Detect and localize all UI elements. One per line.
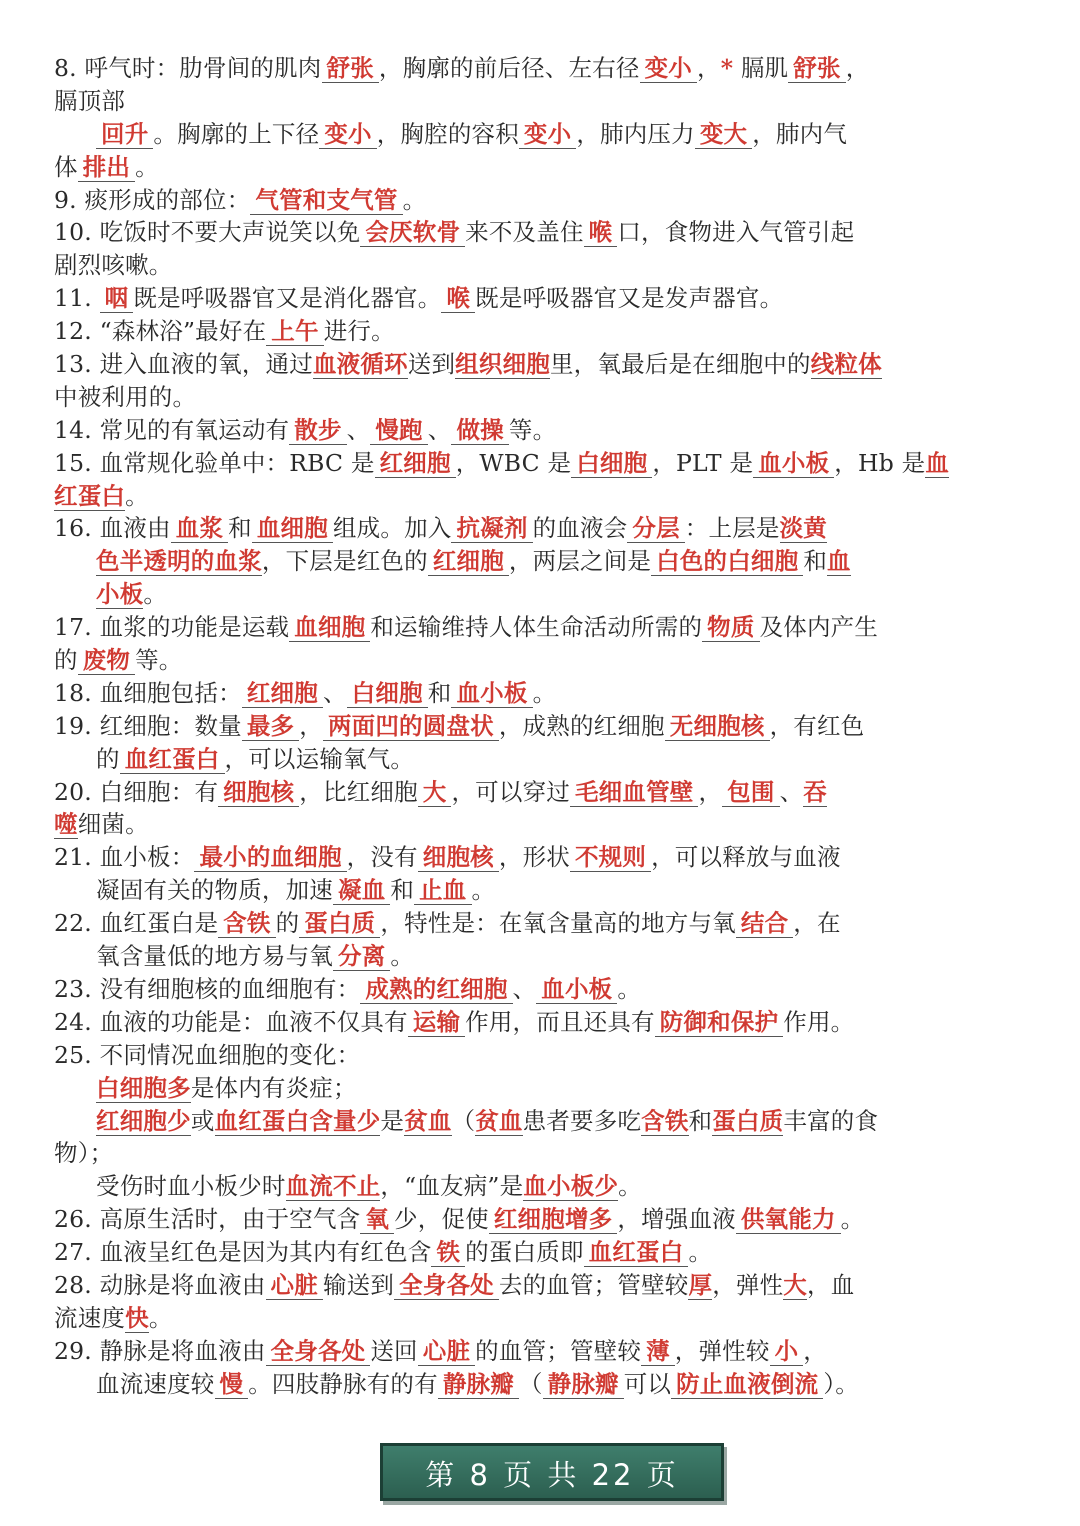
answer-blank: 喉 (584, 218, 618, 247)
answer-blank: 薄 (641, 1337, 675, 1366)
line-text: 的 (96, 744, 120, 773)
line-text: ，特性是：在氧含量高的地方与氧 (380, 909, 736, 938)
line-text: 作用，而且还具有 (465, 1007, 655, 1036)
line-text: 。 (471, 876, 496, 905)
answer-blank: 氧 (360, 1205, 394, 1234)
line-text: 12. “森林浴”最好在 (54, 317, 267, 346)
line-text: 11. (54, 284, 100, 313)
line-text: 是 (380, 1106, 405, 1135)
underlined-answer: 厚 (688, 1270, 713, 1299)
line-text: 22. 血红蛋白是 (54, 909, 219, 938)
answer-blank: 白色的白细胞 (651, 547, 803, 576)
line-text: 膈肌 (733, 54, 789, 82)
answer-blank: 止血 (414, 876, 471, 905)
answer-blank: 变小 (519, 120, 576, 149)
line-text: 。 (840, 1205, 865, 1234)
line-text: 里，氧最后是在细胞中的 (549, 350, 811, 379)
underlined-answer: 吞 (803, 777, 827, 806)
worksheet-line (54, 216, 1026, 249)
worksheet-line (54, 874, 1026, 907)
line-text: 的 (275, 909, 300, 938)
answer-blank: 无细胞核 (665, 712, 770, 741)
line-text: ， (803, 1336, 827, 1365)
line-text: 中被利用的。 (54, 382, 197, 411)
line-text: 。 (143, 580, 168, 609)
worksheet-line (54, 578, 1026, 611)
worksheet-line (54, 447, 1026, 480)
line-text: 和 (688, 1106, 713, 1135)
answer-blank: 废物 (78, 646, 135, 675)
line-text: 患者要多吃 (522, 1106, 642, 1135)
line-text: 。 (618, 1172, 642, 1201)
line-text: ，可以运输氧气。 (224, 744, 415, 773)
worksheet-line (54, 1368, 1026, 1401)
line-text: ，PLT 是 (652, 448, 754, 477)
line-text: ，在 (793, 909, 841, 938)
line-text: 。 (688, 1238, 713, 1267)
worksheet-line (54, 315, 1026, 348)
line-text: ， (698, 777, 723, 806)
line-text: 体 (54, 152, 78, 181)
answer-blank: 气管和支气管 (250, 186, 402, 215)
line-text: 的血液会 (532, 514, 628, 543)
line-text: 。 (532, 678, 557, 707)
worksheet-line (54, 151, 1026, 184)
worksheet-line (54, 52, 1026, 85)
line-text: 25. 不同情况血细胞的变化： (54, 1040, 361, 1069)
line-text: 和 (803, 547, 828, 576)
answer-blank: 分离 (333, 942, 390, 971)
answer-blank: 全身各处 (266, 1337, 371, 1366)
line-text: 的 (54, 646, 78, 675)
line-text: （ (451, 1106, 476, 1135)
line-text: 14. 常见的有氧运动有 (54, 415, 290, 444)
underlined-answer: 噬 (54, 810, 78, 839)
line-text: 23. 没有细胞核的血细胞有： (54, 974, 361, 1003)
worksheet-line (54, 611, 1026, 644)
worksheet-line (54, 1203, 1026, 1236)
answer-blank: 回升 (96, 120, 153, 149)
line-text: 来不及盖住 (465, 218, 584, 247)
line-text: 、 (346, 415, 371, 444)
answer-blank: 变小 (640, 54, 697, 83)
underlined-answer: 含铁 (641, 1106, 689, 1135)
line-text: 等。 (508, 415, 557, 444)
worksheet-line (54, 282, 1026, 315)
worksheet-line (54, 1335, 1026, 1368)
answer-blank: 血小板 (753, 449, 834, 478)
underlined-answer: 红细胞少 (96, 1106, 191, 1135)
line-text: 和运输维持人体生命活动所需的 (370, 613, 703, 642)
worksheet-line (54, 1170, 1026, 1203)
line-text: （ (518, 1369, 543, 1398)
answer-blank: 最多 (242, 712, 299, 741)
line-text: 。 (148, 1303, 173, 1332)
answer-blank: 慢 (215, 1370, 249, 1399)
answer-blank: 毛细血管壁 (570, 778, 699, 807)
underlined-answer: 色半透明的血浆 (96, 547, 262, 576)
answer-blank: 血细胞 (289, 613, 370, 642)
line-text: 28. 动脉是将血液由 (54, 1270, 266, 1299)
answer-blank: 全身各处 (394, 1271, 499, 1300)
answer-blank: 小 (770, 1337, 804, 1366)
line-text: 。四肢静脉有的有 (248, 1369, 438, 1398)
underlined-answer: 血小板少 (523, 1172, 619, 1201)
line-text: 口，食物进入气管引起 (617, 218, 855, 247)
line-text: ，肺内气 (752, 119, 848, 148)
answer-blank: 包围 (722, 778, 779, 807)
line-text: 13. 进入血液的氧，通过 (54, 350, 313, 379)
worksheet-line (54, 414, 1026, 447)
answer-blank: 两面凹的圆盘状 (323, 712, 499, 741)
line-text: ，成熟的红细胞 (498, 711, 665, 740)
answer-blank: 散步 (289, 416, 346, 445)
answer-blank: 铁 (431, 1238, 465, 1267)
line-text: 、 (322, 678, 347, 707)
line-text: 受伤时血小板少时 (96, 1172, 286, 1201)
answer-blank: 做操 (451, 416, 508, 445)
line-text: ， (299, 711, 323, 740)
answer-blank: 白细胞 (347, 679, 428, 708)
underlined-answer: 蛋白质 (712, 1106, 784, 1135)
worksheet-line (54, 1072, 1026, 1105)
line-text: ，肺内压力 (576, 119, 695, 148)
worksheet-body (54, 52, 1026, 1401)
underlined-answer: 淡黄 (779, 514, 828, 543)
line-text: ：上层是 (684, 514, 780, 543)
underlined-answer: 贫血 (404, 1106, 452, 1135)
underlined-answer: 血红蛋白含量少 (214, 1106, 381, 1135)
underlined-answer: 白细胞多 (96, 1073, 191, 1102)
line-text: 。 (125, 481, 149, 510)
worksheet-line (54, 118, 1026, 151)
answer-blank: 成熟的红细胞 (360, 975, 512, 1004)
worksheet-line (54, 1006, 1026, 1039)
line-text: 。胸廓的上下径 (153, 119, 320, 148)
worksheet-line (54, 973, 1026, 1006)
line-text: ，有红色 (769, 711, 865, 740)
worksheet-line (54, 644, 1026, 677)
line-text: 氧含量低的地方易与氧 (96, 942, 333, 971)
line-text: 既是呼吸器官又是消化器官。 (133, 284, 442, 313)
line-text: ，“血友病”是 (380, 1172, 524, 1201)
worksheet-line (54, 1039, 1026, 1072)
line-text: 、 (779, 777, 804, 806)
line-text: 送到 (407, 350, 456, 379)
worksheet-line (54, 710, 1026, 743)
line-text: ，可以释放与血液 (651, 843, 841, 872)
worksheet-line (54, 1269, 1026, 1302)
line-text: ， (697, 54, 721, 82)
line-text: 的血管；管壁较 (475, 1336, 642, 1365)
line-text: 输送到 (322, 1270, 395, 1299)
line-text: 。 (390, 942, 415, 971)
worksheet-line (54, 808, 1026, 841)
worksheet-line (54, 85, 1026, 118)
line-text: 27. 血液呈红色是因为其内有红色含 (54, 1238, 432, 1267)
line-text: 可以 (623, 1369, 672, 1398)
answer-blank: 慢跑 (370, 416, 427, 445)
answer-blank: 红细胞 (375, 449, 456, 478)
worksheet-line (54, 907, 1026, 940)
answer-blank: 红细胞 (242, 679, 323, 708)
line-text: 去的血管；管壁较 (498, 1270, 689, 1299)
answer-blank: 最小的血细胞 (194, 843, 346, 872)
line-text: ，增强血液 (617, 1205, 736, 1234)
worksheet-line (54, 1105, 1026, 1138)
line-text: 和 (228, 514, 252, 543)
line-text: 、 (427, 415, 452, 444)
answer-blank: 凝血 (333, 876, 390, 905)
answer-blank: 心脏 (418, 1337, 475, 1366)
underlined-answer: 线粒体 (810, 350, 882, 379)
answer-blank: 含铁 (218, 909, 275, 938)
answer-blank: 白细胞 (571, 449, 652, 478)
line-text: ，形状 (498, 843, 570, 872)
answer-blank: 血小板 (451, 679, 532, 708)
underlined-answer: 血 (827, 547, 851, 576)
answer-blank: 静脉瓣 (543, 1370, 624, 1399)
answer-blank: 血红蛋白 (120, 745, 225, 774)
answer-blank: 排出 (78, 153, 135, 182)
answer-blank: 物质 (702, 613, 759, 642)
answer-blank: 抗凝剂 (451, 514, 532, 543)
answer-blank: 咽 (100, 284, 134, 313)
line-text: 、 (512, 974, 537, 1003)
line-text: ，胸廓的前后径、左右径 (378, 54, 640, 82)
underlined-answer: 血液循环 (312, 350, 408, 379)
answer-blank: 红细胞增多 (489, 1205, 618, 1234)
answer-blank: 心脏 (266, 1271, 323, 1300)
line-text: 20. 白细胞：有 (54, 777, 219, 806)
line-text: ，比红细胞 (299, 777, 418, 806)
worksheet-line (54, 940, 1026, 973)
line-text: 及体内产生 (759, 613, 879, 642)
answer-blank: 防御和保护 (655, 1008, 784, 1037)
page-number-badge (380, 1443, 724, 1501)
answer-blank: 舒张 (322, 54, 379, 83)
answer-blank: 舒张 (788, 54, 845, 83)
line-text: ，可以穿过 (451, 777, 570, 806)
line-text: 流速度 (54, 1303, 126, 1332)
answer-blank: 红细胞 (428, 547, 509, 576)
line-text: 。 (617, 974, 642, 1003)
line-text: 剧烈咳嗽。 (54, 251, 173, 280)
answer-blank: 供氧能力 (736, 1205, 841, 1234)
line-text: 24. 血液的功能是：血液不仅具有 (54, 1007, 408, 1036)
page-number-label: 第 8 页 共 22 页 (425, 1458, 679, 1492)
answer-blank: 喉 (441, 284, 475, 313)
underlined-answer: 快 (125, 1303, 149, 1332)
line-text: 18. 血细胞包括： (54, 678, 242, 707)
line-text: ，胸腔的容积 (376, 119, 519, 148)
line-text: ，血 (807, 1270, 855, 1299)
answer-blank: 大 (418, 778, 452, 807)
worksheet-line (54, 841, 1026, 874)
underlined-answer: 血 (925, 448, 950, 477)
line-text: 细菌。 (77, 810, 149, 839)
line-text: 的蛋白质即 (465, 1238, 584, 1267)
underlined-answer: 红蛋白 (54, 481, 126, 510)
star-mark: * (720, 54, 734, 82)
worksheet-line (54, 1137, 1026, 1170)
answer-blank: 防止血液倒流 (671, 1370, 823, 1399)
answer-blank: 血细胞 (252, 514, 333, 543)
line-text: 送回 (370, 1336, 418, 1365)
worksheet-line (54, 249, 1026, 282)
line-text: 10. 吃饭时不要大声说笑以免 (54, 218, 361, 247)
answer-blank: 血浆 (171, 514, 228, 543)
underlined-answer: 大 (783, 1270, 807, 1299)
line-text: 或 (190, 1106, 215, 1135)
line-text: 29. 静脉是将血液由 (54, 1336, 266, 1365)
line-text: ，下层是红色的 (261, 547, 428, 576)
line-text: 等。 (135, 646, 183, 675)
line-text: 作用。 (783, 1007, 855, 1036)
line-text: ，没有 (346, 843, 418, 872)
worksheet-line (54, 184, 1026, 217)
line-text: 是体内有炎症； (190, 1073, 357, 1102)
answer-blank: 不规则 (570, 843, 651, 872)
underlined-answer: 贫血 (475, 1106, 523, 1135)
line-text: 8. 呼气时：肋骨间的肌肉 (54, 54, 322, 82)
line-text: 16. 血液由 (54, 514, 171, 543)
line-text: ，弹性较 (674, 1336, 770, 1365)
line-text: 进行。 (323, 317, 395, 346)
worksheet-line (54, 512, 1026, 545)
answer-blank: 运输 (408, 1008, 465, 1037)
answer-blank: 分层 (627, 514, 684, 543)
underlined-answer: 组织细胞 (455, 350, 550, 379)
line-text: 组成。加入 (332, 514, 452, 543)
line-text: 9. 痰形成的部位： (54, 185, 251, 214)
line-text: 和 (427, 678, 452, 707)
answer-blank: 上午 (266, 317, 323, 346)
answer-blank: 变大 (695, 120, 752, 149)
line-text: 丰富的食 (783, 1106, 879, 1135)
line-text: 。 (402, 185, 427, 214)
worksheet-line (54, 677, 1026, 710)
underlined-answer: 血流不止 (285, 1172, 381, 1201)
line-text: ， (845, 54, 870, 82)
line-text: 凝固有关的物质，加速 (96, 876, 333, 905)
line-text: 17. 血浆的功能是运载 (54, 613, 290, 642)
line-text: 。 (135, 152, 159, 181)
line-text: 15. 血常规化验单中：RBC 是 (54, 448, 375, 477)
answer-blank: 蛋白质 (299, 909, 380, 938)
line-text: ，WBC 是 (455, 448, 572, 477)
answer-blank: 细胞核 (218, 778, 299, 807)
line-text: 物）； (54, 1139, 114, 1168)
worksheet-line (54, 1236, 1026, 1269)
answer-blank: 会厌软骨 (360, 218, 465, 247)
worksheet-line (54, 381, 1026, 414)
answer-blank: 静脉瓣 (438, 1370, 519, 1399)
answer-blank: 血红蛋白 (584, 1238, 689, 1267)
line-text: 19. 红细胞：数量 (54, 711, 242, 740)
line-text: 少，促使 (394, 1205, 489, 1234)
line-text: ）。 (823, 1369, 859, 1398)
answer-blank: 血小板 (536, 975, 617, 1004)
worksheet-line (54, 545, 1026, 578)
line-text: 血流速度较 (96, 1369, 215, 1398)
worksheet-line (54, 1302, 1026, 1335)
worksheet-line (54, 743, 1026, 776)
answer-blank: 变小 (319, 120, 376, 149)
line-text: ，Hb 是 (834, 448, 926, 477)
line-text: 既是呼吸器官又是发声器官。 (475, 284, 784, 313)
line-text: ，弹性 (712, 1270, 784, 1299)
answer-blank: 细胞核 (418, 843, 499, 872)
underlined-answer: 小板 (96, 580, 144, 609)
line-text: 和 (390, 876, 415, 905)
line-text: 21. 血小板： (54, 843, 195, 872)
line-text: 膈顶部 (54, 86, 126, 115)
line-text: 26. 高原生活时，由于空气含 (54, 1205, 361, 1234)
line-text: ，两层之间是 (508, 547, 652, 576)
worksheet-line (54, 480, 1026, 513)
worksheet-line (54, 348, 1026, 381)
answer-blank: 结合 (736, 909, 793, 938)
worksheet-line (54, 776, 1026, 809)
